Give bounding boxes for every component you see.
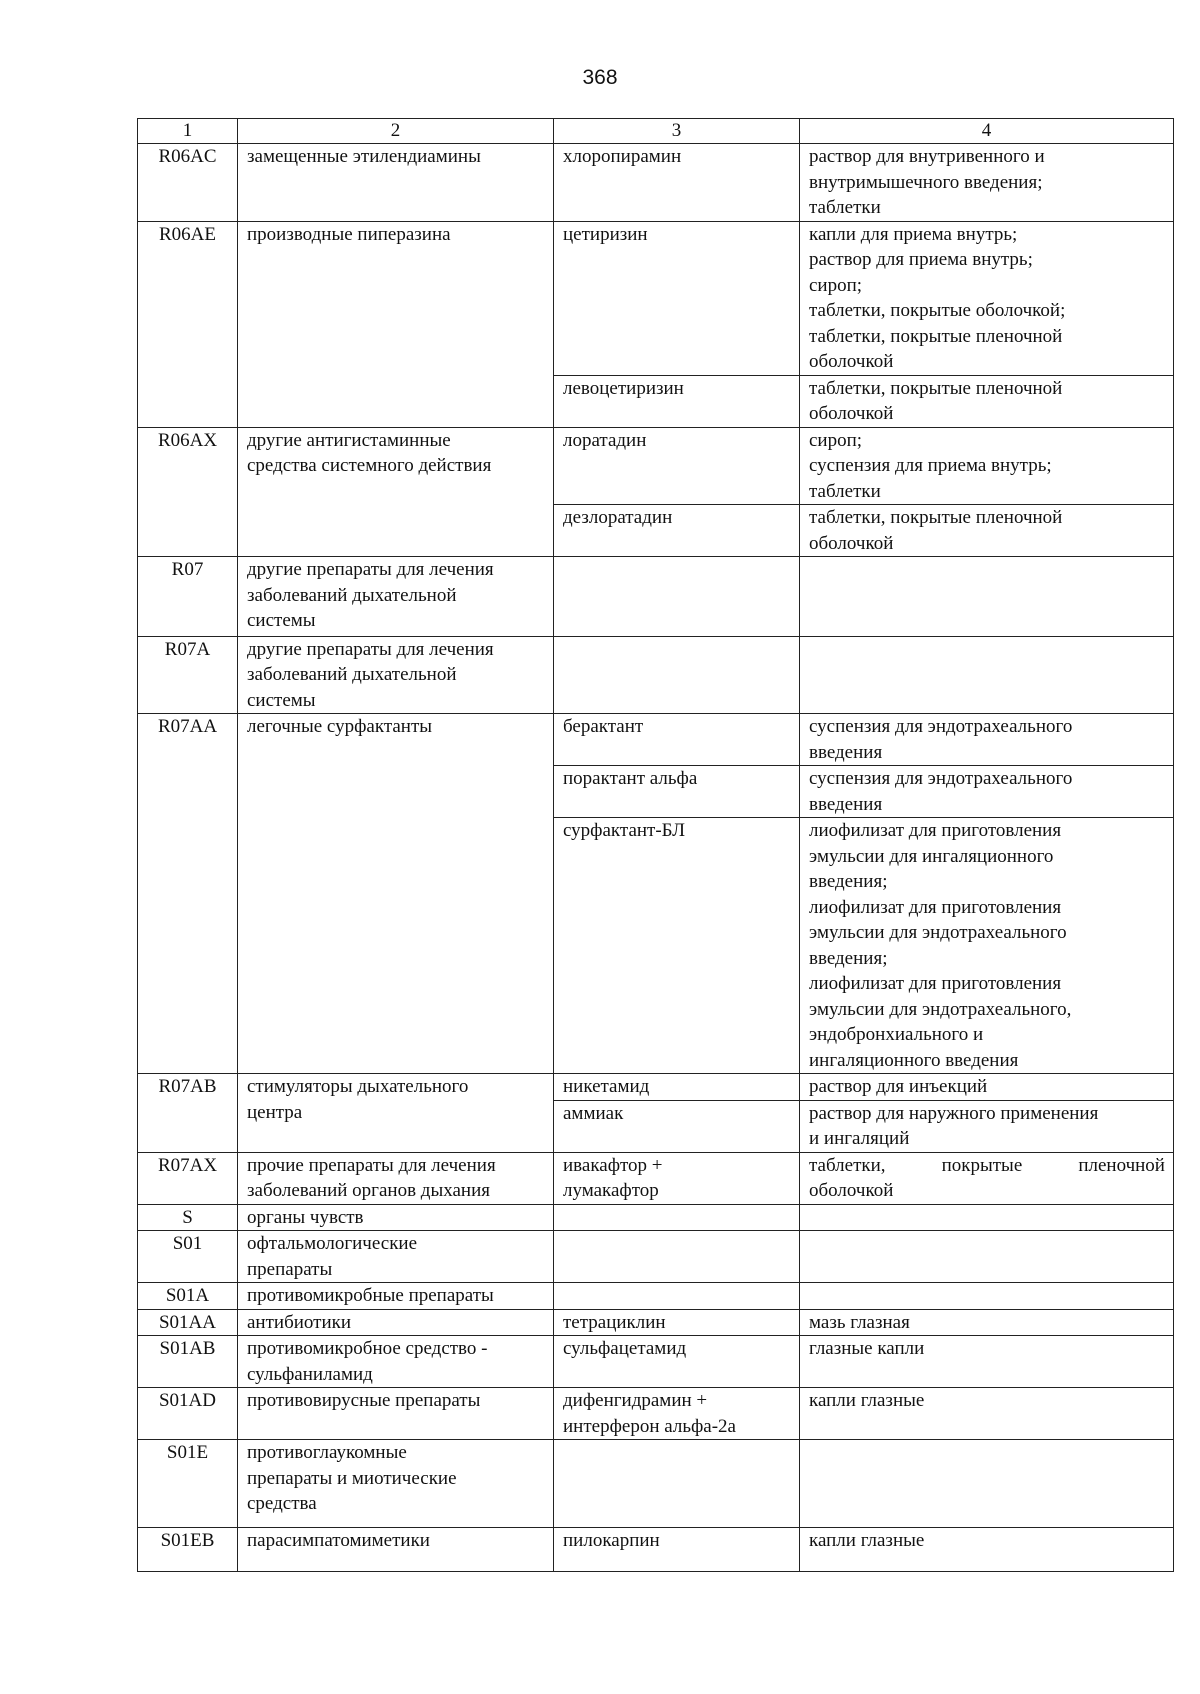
dosage-form-cell [800, 1152, 1174, 1204]
group-name-cell [238, 1204, 554, 1231]
dosage-form-cell [800, 1074, 1174, 1101]
atc-code-cell: R07 [138, 557, 238, 637]
text-line: органы чувств [247, 1206, 364, 1228]
text-line: средства [247, 1493, 317, 1514]
text-line: заболеваний органов дыхания [247, 1180, 490, 1201]
text-line: прочие препараты для лечения [247, 1154, 496, 1176]
text-line: стимуляторы дыхательного [247, 1076, 469, 1097]
group-name-cell [238, 1152, 554, 1204]
group-name-cell [238, 1283, 554, 1310]
text-line: парасимпатомиметики [247, 1529, 430, 1551]
text-line: раствор для инъекций [809, 1076, 988, 1097]
dosage-form-cell [800, 1440, 1174, 1528]
text-line: раствор для внутривенного и [809, 146, 1045, 167]
drug-name-cell [554, 1309, 800, 1336]
atc-code-cell: S01AB [138, 1336, 238, 1388]
text-line: сироп; [809, 429, 863, 451]
text-line [809, 1153, 1165, 1179]
header-cell-2: 2 [238, 119, 554, 144]
group-name-cell [238, 636, 554, 714]
drug-name-cell [554, 144, 800, 222]
text-line: и ингаляций [809, 1128, 910, 1149]
table-row [138, 427, 1174, 505]
group-name-cell [238, 1309, 554, 1336]
text-line: сурфактант-БЛ [563, 820, 685, 841]
text-line: противомикробное средство - [247, 1338, 488, 1359]
text-line: эмульсии для эндотрахеального, [809, 998, 1072, 1020]
text-line: оболочкой [809, 1180, 894, 1201]
header-cell-1: 1 [138, 119, 238, 144]
text-line: системы [247, 610, 316, 631]
text-line: лумакафтор [563, 1180, 659, 1201]
dosage-form-cell [800, 766, 1174, 818]
text-line: другие препараты для лечения [247, 638, 494, 660]
drug-name-cell [554, 375, 800, 427]
table-row [138, 1204, 1174, 1231]
group-name-cell [238, 714, 554, 1074]
text-line: никетамид [563, 1076, 650, 1097]
drug-name-cell [554, 1204, 800, 1231]
group-name-cell [238, 1231, 554, 1283]
header-row [138, 119, 1174, 144]
table-row [138, 1152, 1174, 1204]
table-row [138, 714, 1174, 766]
dosage-form-cell [800, 1204, 1174, 1231]
text-line: сироп; [809, 274, 863, 296]
text-line: эмульсии для эндотрахеального [809, 922, 1067, 943]
atc-code-cell: R06AC [138, 144, 238, 222]
text-line: заболеваний дыхательной [247, 664, 457, 685]
text-line: таблетки [809, 480, 881, 502]
table-row [138, 144, 1174, 222]
atc-code-cell: S [138, 1204, 238, 1231]
text-line: аммиак [563, 1102, 624, 1124]
drug-name-cell [554, 221, 800, 375]
text-line: суспензия для приема внутрь; [809, 455, 1052, 476]
group-name-cell [238, 221, 554, 427]
text-line: заболеваний дыхательной [247, 584, 457, 606]
text-line: производные пиперазина [247, 223, 451, 245]
text-word: пленочной [1078, 1154, 1165, 1176]
drug-name-cell [554, 1283, 800, 1310]
group-name-cell [238, 1074, 554, 1153]
text-line: капли глазные [809, 1529, 925, 1551]
dosage-form-cell [800, 505, 1174, 557]
dosage-form-cell [800, 1309, 1174, 1336]
text-line: левоцетиризин [563, 377, 684, 399]
table-body [138, 144, 1174, 1572]
text-line: введения [809, 741, 883, 763]
text-line: внутримышечного введения; [809, 171, 1043, 193]
dosage-form-cell [800, 427, 1174, 505]
text-line: оболочкой [809, 351, 894, 372]
text-line: противовирусные препараты [247, 1390, 481, 1411]
table-row [138, 1440, 1174, 1528]
text-line: раствор для наружного применения [809, 1102, 1099, 1124]
text-line: легочные сурфактанты [247, 716, 433, 737]
text-line: противоглаукомные [247, 1442, 407, 1463]
text-line: цетиризин [563, 223, 648, 245]
atc-code-cell: R07AA [138, 714, 238, 1074]
text-word: таблетки, [809, 1154, 886, 1176]
table-row [138, 1309, 1174, 1336]
text-line: введения; [809, 947, 888, 969]
drug-name-cell [554, 1231, 800, 1283]
drug-name-cell [554, 636, 800, 714]
dosage-form-cell [800, 1100, 1174, 1152]
group-name-cell [238, 1336, 554, 1388]
atc-code-cell: R07AX [138, 1152, 238, 1204]
text-line: эндобронхиального и [809, 1024, 984, 1045]
atc-code-cell: R06AE [138, 221, 238, 427]
text-line: суспензия для эндотрахеального [809, 716, 1073, 737]
text-line: суспензия для эндотрахеального [809, 768, 1073, 789]
text-line: капли для приема внутрь; [809, 223, 1018, 245]
text-line: хлоропирамин [563, 146, 682, 167]
table-row [138, 1527, 1174, 1572]
table-row [138, 1231, 1174, 1283]
text-line: мазь глазная [809, 1311, 910, 1333]
drug-name-cell [554, 1152, 800, 1204]
drug-table [137, 118, 1174, 1572]
group-name-cell [238, 1527, 554, 1572]
atc-code-cell: R06AX [138, 427, 238, 557]
dosage-form-cell [800, 818, 1174, 1074]
text-line: таблетки, покрытые пленочной [809, 507, 1063, 528]
text-line: центра [247, 1101, 303, 1123]
text-line: ивакафтор + [563, 1154, 663, 1176]
text-line: введения [809, 793, 883, 815]
text-line: интерферон альфа-2а [563, 1415, 736, 1437]
text-line: таблетки, покрытые оболочкой; [809, 300, 1066, 321]
dosage-form-cell [800, 1283, 1174, 1310]
text-line: таблетки [809, 197, 881, 218]
dosage-form-cell [800, 557, 1174, 637]
text-line: замещенные этилендиамины [247, 146, 481, 167]
drug-name-cell [554, 557, 800, 637]
text-line: таблетки, покрытые пленочной [809, 325, 1063, 347]
table-row [138, 557, 1174, 637]
text-line: тетрациклин [563, 1311, 666, 1333]
dosage-form-cell [800, 144, 1174, 222]
text-line: препараты [247, 1258, 333, 1280]
group-name-cell [238, 144, 554, 222]
text-line: системы [247, 689, 316, 711]
table-row [138, 636, 1174, 714]
text-word: покрытые [941, 1154, 1023, 1176]
header-cell-4: 4 [800, 119, 1174, 144]
dosage-form-cell [800, 221, 1174, 375]
text-line: препараты и миотические [247, 1467, 457, 1489]
page-number: 368 [582, 66, 618, 89]
text-line: сульфаниламид [247, 1363, 373, 1385]
table-row [138, 221, 1174, 375]
dosage-form-cell [800, 714, 1174, 766]
group-name-cell [238, 1388, 554, 1440]
drug-name-cell [554, 818, 800, 1074]
text-line: эмульсии для ингаляционного [809, 845, 1054, 867]
text-line: берактант [563, 716, 644, 737]
header-cell-3: 3 [554, 119, 800, 144]
drug-name-cell [554, 1074, 800, 1101]
text-line: ингаляционного введения [809, 1049, 1019, 1071]
drug-name-cell [554, 1440, 800, 1528]
atc-code-cell: R07AB [138, 1074, 238, 1153]
drug-name-cell [554, 714, 800, 766]
table-row [138, 1283, 1174, 1310]
atc-code-cell: S01AA [138, 1309, 238, 1336]
group-name-cell [238, 557, 554, 637]
text-line: раствор для приема внутрь; [809, 249, 1033, 270]
text-line: таблетки, покрытые пленочной [809, 377, 1063, 399]
text-line: дифенгидрамин + [563, 1390, 708, 1411]
text-line: дезлоратадин [563, 507, 673, 528]
text-line: оболочкой [809, 532, 894, 554]
dosage-form-cell [800, 375, 1174, 427]
atc-code-cell: S01A [138, 1283, 238, 1310]
text-line: порактант альфа [563, 768, 698, 789]
table-row [138, 1388, 1174, 1440]
text-line: сульфацетамид [563, 1338, 687, 1359]
drug-name-cell [554, 427, 800, 505]
atc-code-cell: R07A [138, 636, 238, 714]
text-line: глазные капли [809, 1338, 925, 1359]
text-line: лиофилизат для приготовления [809, 820, 1062, 841]
atc-code-cell: S01 [138, 1231, 238, 1283]
atc-code-cell: S01E [138, 1440, 238, 1528]
text-line: капли глазные [809, 1390, 925, 1411]
dosage-form-cell [800, 1336, 1174, 1388]
drug-name-cell [554, 1388, 800, 1440]
table-row [138, 1074, 1174, 1101]
text-line: лоратадин [563, 429, 647, 451]
group-name-cell [238, 1440, 554, 1528]
text-line: другие антигистаминные [247, 429, 451, 451]
text-line: лиофилизат для приготовления [809, 973, 1062, 994]
text-line: оболочкой [809, 403, 894, 424]
text-line: офтальмологические [247, 1233, 418, 1254]
drug-name-cell [554, 1336, 800, 1388]
atc-code-cell: S01AD [138, 1388, 238, 1440]
text-line: антибиотики [247, 1311, 352, 1333]
dosage-form-cell [800, 1527, 1174, 1572]
atc-code-cell: S01EB [138, 1527, 238, 1572]
text-line: противомикробные препараты [247, 1285, 494, 1306]
drug-name-cell [554, 1100, 800, 1152]
group-name-cell [238, 427, 554, 557]
dosage-form-cell [800, 636, 1174, 714]
text-line: пилокарпин [563, 1529, 660, 1551]
drug-name-cell [554, 1527, 800, 1572]
table-row [138, 1336, 1174, 1388]
drug-name-cell [554, 505, 800, 557]
dosage-form-cell [800, 1388, 1174, 1440]
text-line: средства системного действия [247, 455, 492, 476]
text-line: введения; [809, 871, 888, 892]
text-line: лиофилизат для приготовления [809, 896, 1062, 918]
text-line: другие препараты для лечения [247, 559, 494, 580]
dosage-form-cell [800, 1231, 1174, 1283]
drug-name-cell [554, 766, 800, 818]
